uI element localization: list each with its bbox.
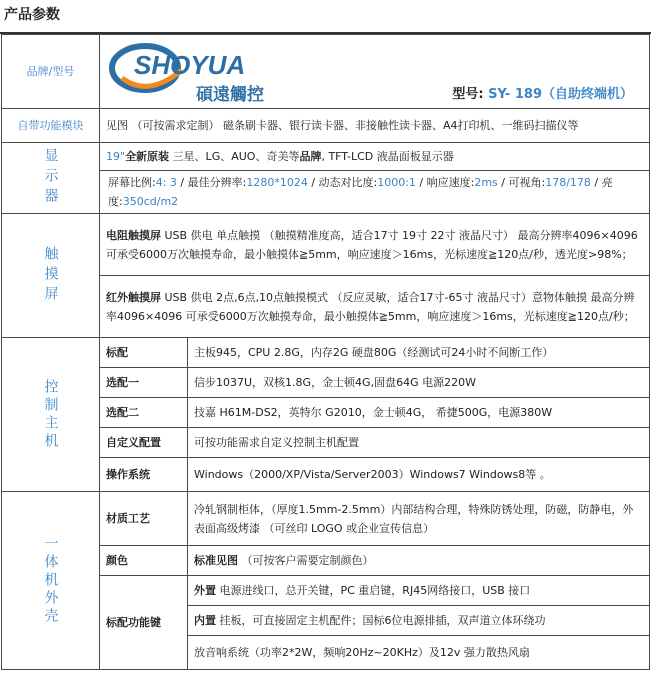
func-audio (188, 636, 650, 670)
res-label: / 最佳分辨率: (176, 176, 247, 189)
case-label-text: 一体机外壳 (42, 535, 59, 626)
contrast-value: 1000:1 (377, 176, 416, 189)
host-row-4 (2, 458, 650, 492)
display-brands: 三星、LG、AUO、奇美等 (172, 150, 300, 163)
func-external (188, 576, 650, 606)
host-label (2, 338, 100, 492)
model-value: SY- 189（自助终端机） (488, 86, 633, 102)
ir-title: 红外触摸屏 (106, 290, 161, 304)
case-row-material (2, 492, 650, 546)
material-value: 冷轧钢制柜体，（厚度1.5mm-2.5mm）内部结构合理，特殊防锈处理，防磁，防静电，外表面高级烤漆 （可丝印 LOGO 或企业宣传信息） (188, 492, 650, 546)
color-standard: 标准见图 (194, 554, 238, 567)
touch-label (2, 214, 100, 338)
modules-row (2, 109, 650, 143)
host-row-value: 主板945，CPU 2.8G，内存2G 硬盘80G（经测试可24小时不间断工作） (188, 338, 650, 368)
case-row-color (2, 546, 650, 576)
host-row-2 (2, 398, 650, 428)
color-value-cell (188, 546, 650, 576)
ir-text: USB 供电 2点,6点,10点触摸模式 （反应灵敏，适合17寸-65寸 液晶尺寸）意物体触摸 最高分辨率4096×4096 可承受6000万次触摸寿命，最小触摸体≧5mm，响应速度＞16ms，光标速度≧120点/秒； (106, 290, 635, 323)
display-label-text: 显示器 (42, 148, 59, 208)
display-label (2, 143, 100, 214)
func-row-bold: 内置 (194, 614, 216, 627)
modules-text: 见图 （可按需求定制） 磁条刷卡器、银行读卡器、非接触性读卡器、A4打印机、一维码扫描仪等 (100, 109, 650, 143)
display-line-2 (100, 171, 650, 214)
logo-english-text: SHOYUA (134, 49, 246, 80)
host-row-0 (2, 338, 650, 368)
model-text (452, 85, 633, 104)
case-label (2, 492, 100, 670)
host-row-value: 信步1037U，双核1.8G，金士顿4G,固盘64G 电源220W (188, 368, 650, 398)
host-row-1 (2, 368, 650, 398)
brand-label: 品牌/型号 (2, 35, 100, 109)
resistive-text: USB 供电 单点触摸 （触摸精准度高，适合17寸 19寸 22寸 液晶尺寸） 最高分辨率4096×4096 可承受6000万次触摸寿命，最小触摸体≧5mm，响应速度＞16ms，光标速度≧120点/秒，透光度>98%； (106, 228, 638, 261)
logo-chinese-text: 碩遠觸控 (196, 84, 264, 105)
host-row-value: Windows（2000/XP/Vista/Server2003）Windows7 Windows8等 。 (188, 458, 650, 492)
display-brand-word: 品牌 (299, 150, 322, 163)
func-row-bold: 外置 (194, 584, 216, 597)
ratio-label: 屏幕比例: (108, 176, 156, 189)
display-row-1 (2, 143, 650, 171)
color-name: 颜色 (100, 546, 188, 576)
response-value: 2ms (474, 176, 498, 189)
contrast-label: / 动态对比度: (307, 176, 378, 189)
page-title: 产品参数 (4, 7, 60, 23)
func-row-text: 放音响系统（功率2*2W，频响20Hz~20KHz）及12v 强力散热风扇 (194, 646, 530, 659)
display-panel: , TFT-LCD 液晶面板显示器 (321, 150, 454, 163)
touch-row-ir (2, 276, 650, 338)
touch-resistive (100, 214, 650, 276)
host-row-value: 可按功能需求自定义控制主机配置 (188, 428, 650, 458)
response-label: / 响应速度: (415, 176, 475, 189)
angle-value: 178/178 (545, 176, 591, 189)
host-row-3 (2, 428, 650, 458)
display-line-1 (100, 143, 650, 171)
touch-ir (100, 276, 650, 338)
host-label-text: 控制主机 (42, 378, 59, 451)
display-new: 全新原装 (125, 150, 170, 163)
func-internal (188, 606, 650, 636)
modules-label: 自带功能模块 (2, 109, 100, 143)
func-row-text: 挂板，可直接固定主机配件；国标6位电源排插，双声道立体环绕功 (216, 614, 546, 627)
display-row-2 (2, 171, 650, 214)
color-note: （可按客户需要定制颜色） (238, 554, 374, 567)
func-row-text: 电源进线口，总开关键，PC 重启键，RJ45网络接口，USB 接口 (216, 584, 531, 597)
spec-table (1, 34, 650, 670)
brightness-label: / 亮度: (108, 176, 613, 208)
model-label: 型号: (452, 86, 484, 102)
material-name: 材质工艺 (100, 492, 188, 546)
touch-label-text: 触摸屏 (42, 245, 59, 306)
touch-row-resistive (2, 214, 650, 276)
brand-row (2, 35, 650, 109)
angle-label: / 可视角: (497, 176, 546, 189)
host-row-name: 操作系统 (100, 458, 188, 492)
ratio-value: 4: 3 (155, 176, 177, 189)
brand-cell (100, 35, 650, 109)
case-row-func-0 (2, 576, 650, 606)
host-row-name: 选配二 (100, 398, 188, 428)
shoyua-logo (108, 38, 298, 108)
resistive-title: 电阻触摸屏 (106, 228, 161, 242)
host-row-name: 自定义配置 (100, 428, 188, 458)
host-row-name: 选配一 (100, 368, 188, 398)
res-value: 1280*1024 (246, 176, 308, 189)
brightness-value: 350cd/m2 (122, 195, 179, 208)
logo-area (104, 36, 645, 108)
func-name: 标配功能键 (100, 576, 188, 670)
host-row-name: 标配 (100, 338, 188, 368)
display-size: 19" (106, 150, 126, 163)
host-row-value: 技嘉 H61M-DS2，英特尔 G2010，金士顿4G， 希捷500G，电源380W (188, 398, 650, 428)
